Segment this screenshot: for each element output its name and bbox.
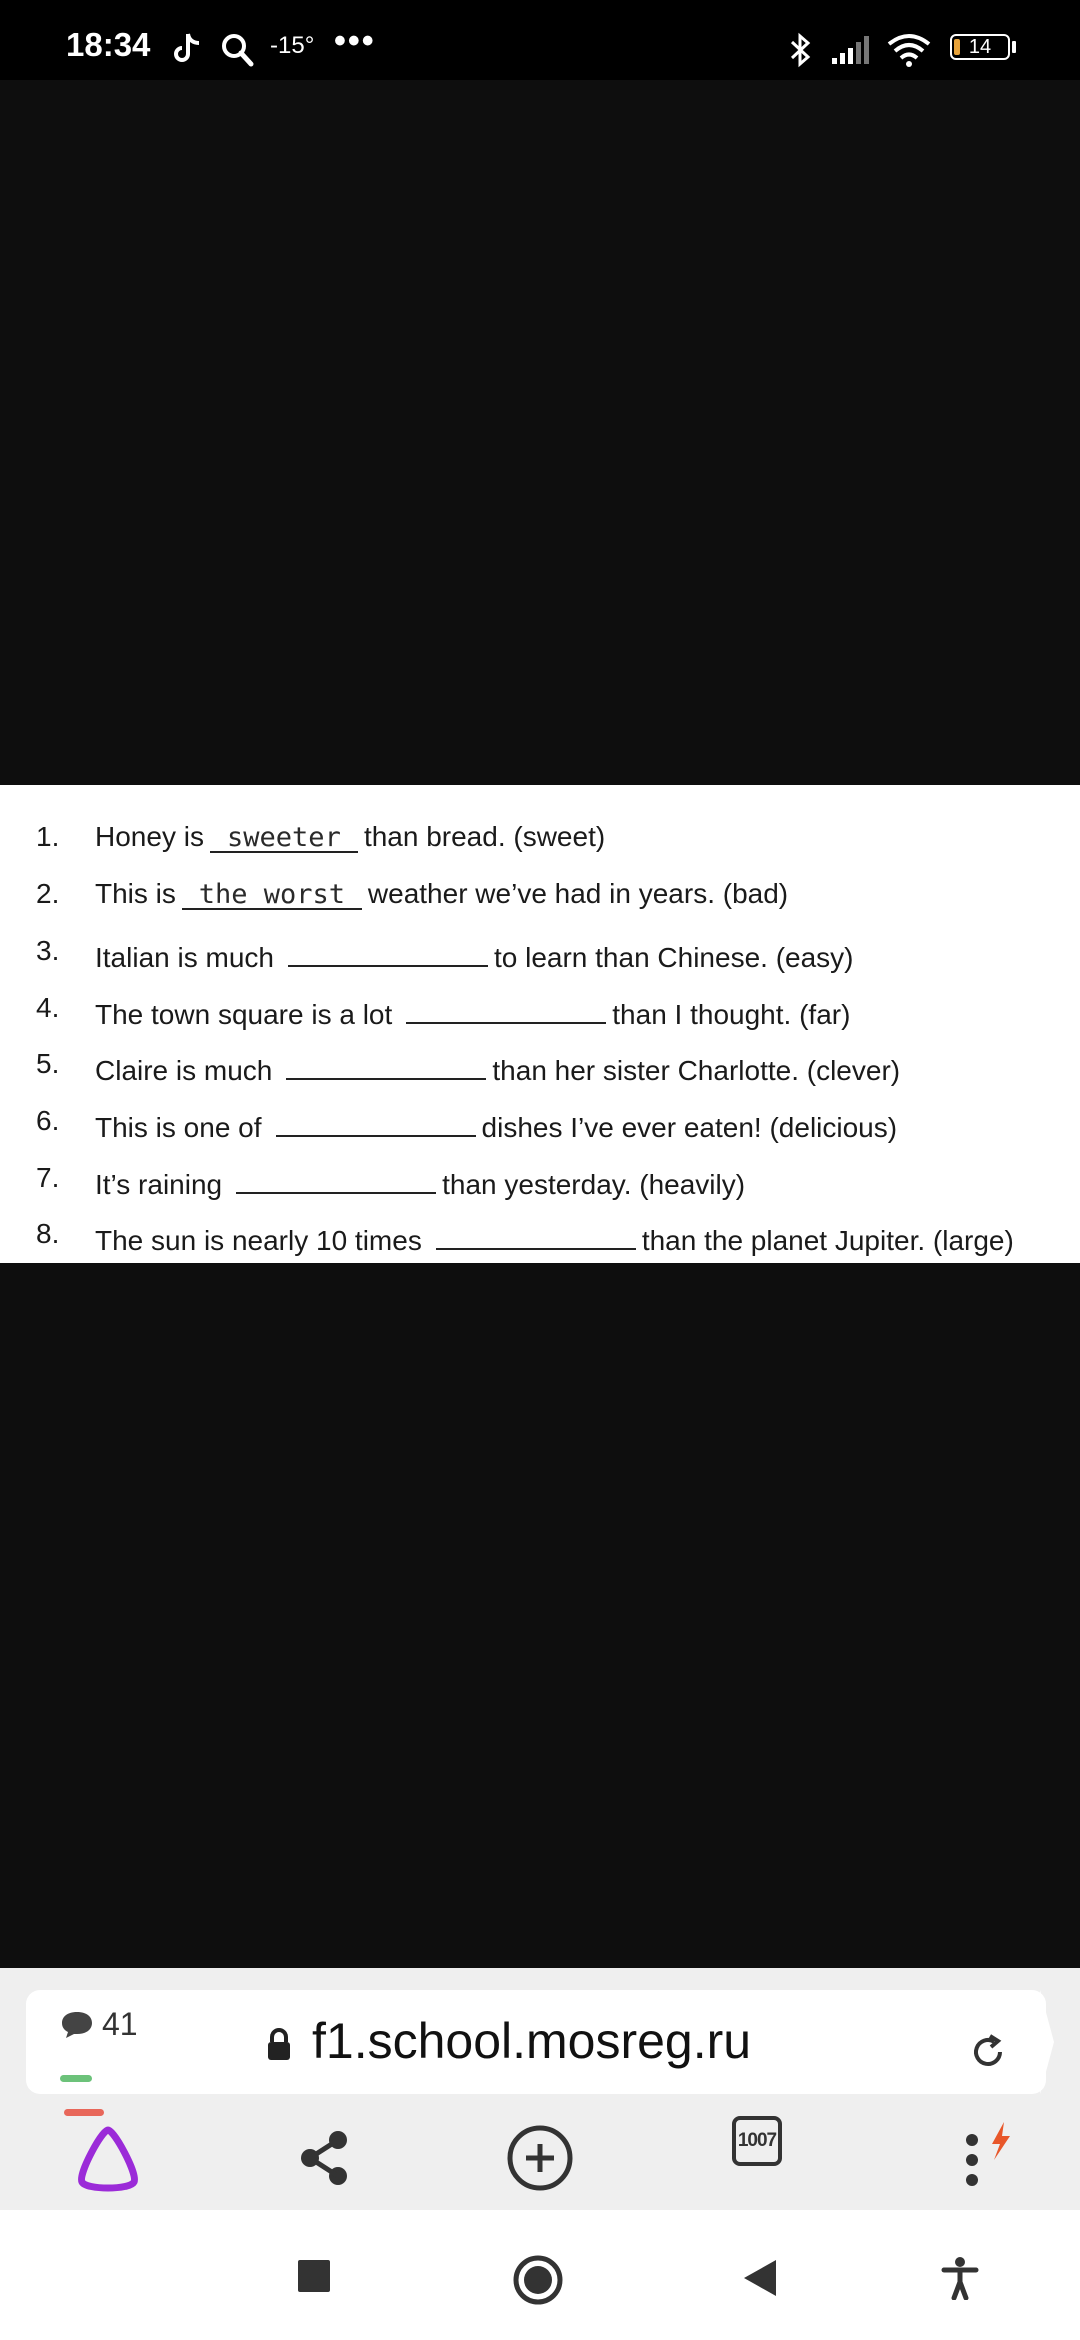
answer-blank [288, 935, 488, 967]
share-icon[interactable] [274, 2108, 374, 2208]
worksheet-row [0, 982, 1080, 1038]
tabs-count-button[interactable]: 1007 [732, 2116, 782, 2166]
answer-blank [436, 1218, 636, 1250]
url-text[interactable]: f1.school.mosreg.ru [312, 2013, 752, 2069]
status-temperature: -15° [270, 32, 315, 59]
image-top-black-area [0, 80, 1080, 785]
row-text [95, 1218, 1014, 1257]
comment-bubble-icon [60, 2010, 94, 2040]
answer-blank [406, 992, 606, 1024]
row-before: This is [95, 878, 176, 909]
row-before: Italian is much [95, 942, 274, 973]
row-after: than the planet Jupiter. (large) [641, 1225, 1014, 1256]
recents-square-icon[interactable] [296, 2258, 332, 2294]
status-bar [0, 0, 1080, 80]
alice-assistant-icon[interactable] [58, 2108, 158, 2208]
battery-nub [1012, 41, 1016, 53]
row-text [95, 821, 605, 853]
home-circle-icon[interactable] [512, 2254, 564, 2306]
row-after: to learn than Chinese. (easy) [493, 942, 854, 973]
reload-icon[interactable] [968, 2032, 1008, 2072]
row-after: than yesterday. (heavily) [442, 1169, 746, 1200]
row-number: 7. [36, 1162, 60, 1193]
wifi-icon [886, 32, 932, 68]
row-number: 1. [36, 821, 60, 852]
status-more-dots: ••• [334, 22, 376, 60]
row-number: 8. [36, 1218, 60, 1249]
row-number: 3. [36, 935, 60, 966]
rating-bar-good [60, 2075, 92, 2082]
row-before: It’s raining [95, 1169, 223, 1200]
row-text [95, 935, 854, 974]
search-icon [220, 32, 254, 68]
row-after: weather we’ve had in years. (bad) [367, 878, 789, 909]
worksheet-row [0, 868, 1080, 924]
image-bottom-black-area [0, 1263, 1080, 1968]
new-tab-plus-icon[interactable] [490, 2108, 590, 2208]
row-after: than her sister Charlotte. (clever) [492, 1055, 901, 1086]
row-text [95, 1105, 897, 1144]
signal-icon [830, 34, 870, 66]
worksheet-image [0, 785, 1080, 1263]
row-number: 2. [36, 878, 60, 909]
row-number: 5. [36, 1048, 60, 1079]
worksheet-row [0, 1095, 1080, 1151]
row-after: dishes I’ve ever eaten! (delicious) [481, 1112, 898, 1143]
answer-blank: the worst [182, 878, 362, 910]
status-time: 18:34 [66, 26, 151, 63]
tiktok-icon [172, 32, 202, 66]
row-text [95, 1162, 745, 1201]
accessibility-icon[interactable] [940, 2256, 980, 2300]
answer-blank [236, 1162, 436, 1194]
worksheet-row [0, 1038, 1080, 1094]
answer-blank [276, 1105, 476, 1137]
row-text [95, 878, 788, 910]
row-number: 6. [36, 1105, 60, 1136]
bluetooth-icon [788, 32, 814, 68]
row-text [95, 1048, 900, 1087]
row-before: Honey is [95, 821, 204, 852]
row-after: than I thought. (far) [612, 999, 851, 1030]
worksheet-row [0, 1152, 1080, 1208]
browser-bottom-bar [0, 1968, 1080, 2210]
system-navigation-bar [0, 2210, 1080, 2340]
row-before: The town square is a lot [95, 999, 393, 1030]
row-number: 4. [36, 992, 60, 1023]
comments-count: 41 [102, 2006, 138, 2042]
row-before: This is one of [95, 1112, 262, 1143]
row-before: The sun is nearly 10 times [95, 1225, 422, 1256]
row-after: than bread. (sweet) [363, 821, 606, 852]
row-text [95, 992, 850, 1031]
row-before: Claire is much [95, 1055, 273, 1086]
worksheet-row [0, 925, 1080, 981]
address-bar-arrow [1040, 1990, 1054, 2094]
back-triangle-icon[interactable] [742, 2258, 778, 2298]
lock-icon [266, 2028, 292, 2062]
battery-icon: 14 [950, 34, 1010, 60]
answer-blank: sweeter [210, 821, 358, 853]
worksheet-row [0, 811, 1080, 867]
answer-blank [286, 1048, 486, 1080]
browser-toolbar [0, 2108, 1080, 2208]
menu-dots-icon[interactable] [924, 2108, 1024, 2208]
worksheet-row [0, 1208, 1080, 1264]
